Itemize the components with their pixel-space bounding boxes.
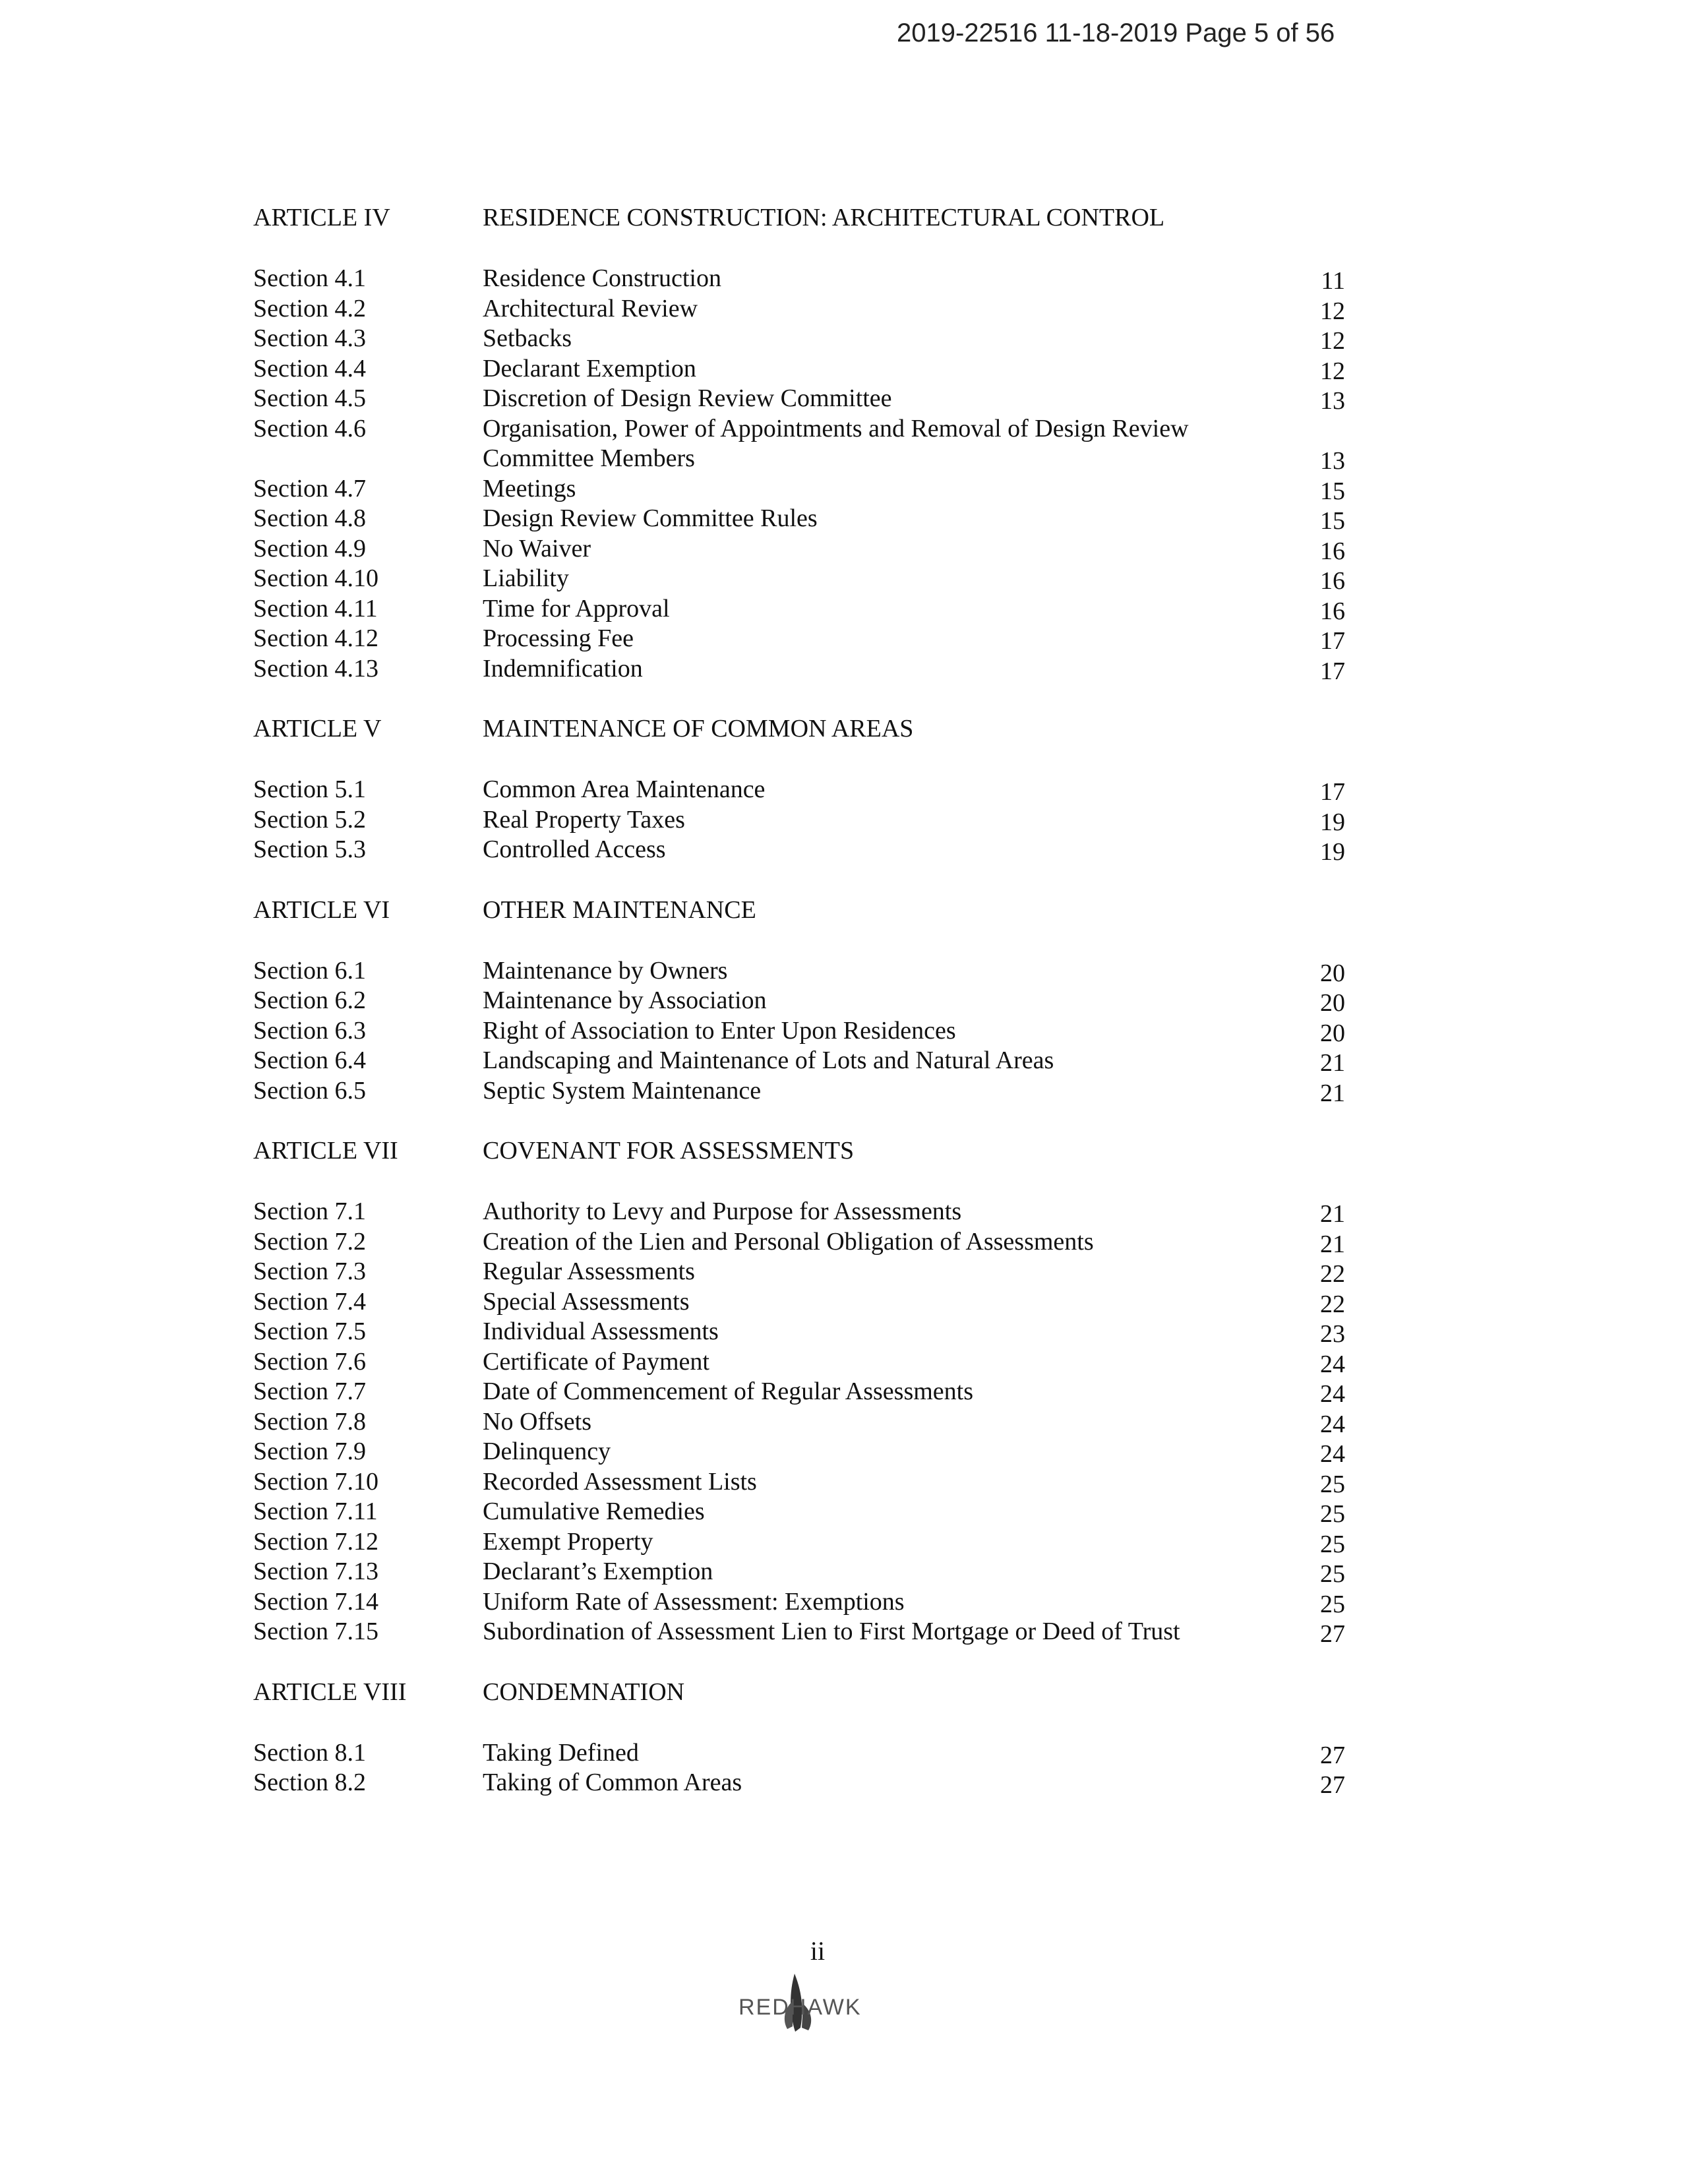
section-page-number: 12 [1320, 357, 1345, 385]
toc-entry [253, 1527, 1361, 1558]
section-label: Section 4.12 [253, 624, 378, 652]
section-title: Delinquency [483, 1438, 611, 1465]
section-label: Section 6.2 [253, 986, 366, 1014]
section-list [253, 264, 1361, 684]
section-page-number: 25 [1320, 1560, 1345, 1588]
section-title: Residence Construction [483, 264, 721, 292]
section-title: Individual Assessments [483, 1318, 719, 1345]
article-title: CONDEMNATION [483, 1678, 685, 1706]
section-label: Section 4.2 [253, 294, 366, 322]
section-page-number: 17 [1320, 778, 1345, 806]
section-label: Section 7.10 [253, 1467, 378, 1496]
toc-entry [253, 1407, 1361, 1438]
section-title: Indemnification [483, 654, 643, 682]
section-page-number: 24 [1320, 1380, 1345, 1408]
section-label: Section 7.11 [253, 1498, 378, 1525]
toc-entry [253, 474, 1361, 504]
toc-entry [253, 835, 1361, 865]
section-label: Section 7.5 [253, 1318, 366, 1345]
section-label: Section 7.6 [253, 1347, 366, 1376]
section-label: Section 4.10 [253, 564, 378, 592]
section-page-number: 19 [1320, 808, 1345, 836]
toc-entry [253, 1046, 1361, 1076]
toc-entry [253, 294, 1361, 324]
toc-entry [253, 775, 1361, 805]
section-title: Maintenance by Association [483, 986, 767, 1014]
toc-entry [253, 624, 1361, 654]
section-title: Declarant Exemption [483, 354, 696, 382]
section-page-number: 17 [1320, 657, 1345, 685]
section-title: Subordination of Assessment Lien to First Mortgage or Deed of Trust [483, 1618, 1180, 1645]
section-page-number: 20 [1320, 959, 1345, 987]
toc-entry [253, 805, 1361, 835]
section-title: Taking Defined [483, 1738, 639, 1767]
section-title: Common Area Maintenance [483, 775, 766, 803]
section-page-number: 25 [1320, 1530, 1345, 1558]
article-label: ARTICLE V [253, 715, 382, 743]
section-title: Discretion of Design Review Committee [483, 384, 892, 412]
section-title: Processing Fee [483, 624, 634, 652]
section-title: Regular Assessments [483, 1258, 695, 1285]
section-title: Design Review Committee Rules [483, 504, 818, 532]
toc-entry [253, 534, 1361, 564]
section-title: Recorded Assessment Lists [483, 1467, 757, 1496]
section-page-number: 21 [1320, 1230, 1345, 1258]
section-label: Section 6.1 [253, 956, 366, 985]
section-label: Section 7.1 [253, 1198, 366, 1225]
article-title: COVENANT FOR ASSESSMENTS [483, 1137, 855, 1165]
toc-entry [253, 1467, 1361, 1498]
section-title: Cumulative Remedies [483, 1498, 705, 1525]
toc-entry [253, 1587, 1361, 1618]
section-title: Controlled Access [483, 835, 666, 863]
toc-entry [253, 1617, 1361, 1647]
section-label: Section 7.4 [253, 1287, 366, 1316]
section-label: Section 6.3 [253, 1016, 366, 1045]
section-label: Section 4.11 [253, 594, 378, 622]
toc-entry [253, 654, 1361, 684]
toc-entry [253, 564, 1361, 594]
section-page-number: 16 [1320, 567, 1345, 595]
logo-text: REDHAWK [738, 1995, 862, 2020]
recording-stamp: 2019-22516 11-18-2019 Page 5 of 56 [897, 18, 1335, 47]
section-page-number: 21 [1320, 1200, 1345, 1228]
article-label: ARTICLE VIII [253, 1678, 407, 1706]
article-heading [253, 714, 1361, 744]
section-label: Section 4.8 [253, 504, 366, 532]
section-label: Section 5.2 [253, 805, 366, 834]
section-page-number: 19 [1320, 838, 1345, 866]
toc-entry [253, 384, 1361, 414]
toc-entry [253, 324, 1361, 354]
table-of-contents [253, 203, 1361, 1829]
article-heading [253, 895, 1361, 926]
section-title: Meetings [483, 474, 576, 502]
toc-entry [253, 956, 1361, 986]
section-page-number: 25 [1320, 1470, 1345, 1498]
article-label: ARTICLE IV [253, 204, 390, 231]
section-page-number: 17 [1320, 627, 1345, 655]
section-page-number: 21 [1320, 1079, 1345, 1107]
toc-entry [253, 1377, 1361, 1407]
section-page-number: 20 [1320, 989, 1345, 1017]
section-label: Section 5.1 [253, 775, 366, 803]
article-heading [253, 1678, 1361, 1708]
redhawk-logo [732, 1968, 903, 2041]
section-page-number: 27 [1320, 1741, 1345, 1769]
section-label: Section 4.3 [253, 324, 366, 352]
section-title: No Offsets [483, 1407, 592, 1436]
toc-entry [253, 1076, 1361, 1107]
section-page-number: 21 [1320, 1049, 1345, 1077]
toc-entry [253, 986, 1361, 1016]
section-title: Exempt Property [483, 1527, 653, 1556]
toc-entry [253, 1016, 1361, 1046]
toc-entry [253, 414, 1361, 474]
section-page-number: 15 [1320, 477, 1345, 505]
section-title: Setbacks [483, 324, 572, 352]
article-title: MAINTENANCE OF COMMON AREAS [483, 715, 914, 743]
section-label: Section 7.3 [253, 1258, 366, 1285]
section-page-number: 24 [1320, 1410, 1345, 1438]
section-label: Section 4.6 [253, 414, 366, 442]
toc-entry [253, 1557, 1361, 1587]
article-title: OTHER MAINTENANCE [483, 895, 756, 924]
section-page-number: 20 [1320, 1019, 1345, 1047]
article-heading [253, 203, 1361, 233]
section-page-number: 12 [1320, 327, 1345, 355]
section-title: Septic System Maintenance [483, 1076, 762, 1105]
section-label: Section 7.12 [253, 1527, 378, 1556]
section-title: Special Assessments [483, 1287, 690, 1316]
section-label: Section 7.7 [253, 1378, 366, 1405]
section-page-number: 12 [1320, 297, 1345, 325]
toc-entry [253, 1738, 1361, 1769]
section-title: No Waiver [483, 534, 591, 562]
section-list [253, 1738, 1361, 1798]
page-number: ii [810, 1936, 826, 1966]
section-title: Declarant’s Exemption [483, 1558, 713, 1585]
section-title: Creation of the Lien and Personal Obligation of Assessments [483, 1227, 1094, 1256]
section-page-number: 16 [1320, 597, 1345, 625]
toc-entry [253, 1437, 1361, 1467]
section-list [253, 775, 1361, 865]
section-label: Section 4.9 [253, 534, 366, 562]
section-page-number: 25 [1320, 1590, 1345, 1618]
section-label: Section 7.13 [253, 1558, 378, 1585]
section-label: Section 7.15 [253, 1618, 378, 1645]
toc-entry [253, 1317, 1361, 1347]
section-page-number: 13 [1320, 447, 1345, 475]
article-label: ARTICLE VI [253, 895, 390, 924]
section-label: Section 4.5 [253, 384, 366, 412]
section-label: Section 5.3 [253, 835, 366, 863]
section-label: Section 4.1 [253, 264, 366, 292]
section-list [253, 1197, 1361, 1647]
section-title: Uniform Rate of Assessment: Exemptions [483, 1587, 905, 1616]
section-page-number: 11 [1321, 267, 1345, 295]
toc-entry [253, 354, 1361, 384]
section-page-number: 13 [1320, 387, 1345, 415]
toc-entry [253, 1257, 1361, 1287]
section-page-number: 24 [1320, 1440, 1345, 1468]
section-label: Section 7.8 [253, 1407, 366, 1436]
section-title: Certificate of Payment [483, 1347, 709, 1376]
section-title: Liability [483, 564, 569, 592]
section-page-number: 27 [1320, 1771, 1345, 1799]
section-label: Section 7.9 [253, 1438, 366, 1465]
toc-entry [253, 504, 1361, 534]
section-label: Section 4.13 [253, 654, 378, 682]
toc-entry [253, 1227, 1361, 1258]
section-page-number: 23 [1320, 1320, 1345, 1348]
section-title: Organisation, Power of Appointments and Removal of Design Review Committee Members [483, 414, 1189, 472]
toc-entry [253, 264, 1361, 294]
toc-entry [253, 594, 1361, 624]
section-list [253, 956, 1361, 1107]
toc-entry [253, 1497, 1361, 1527]
section-title: Taking of Common Areas [483, 1769, 742, 1796]
section-label: Section 4.7 [253, 474, 366, 502]
section-page-number: 22 [1320, 1260, 1345, 1288]
section-page-number: 22 [1320, 1290, 1345, 1318]
section-title: Date of Commencement of Regular Assessments [483, 1378, 974, 1405]
section-label: Section 6.4 [253, 1046, 366, 1074]
section-title: Right of Association to Enter Upon Residences [483, 1016, 956, 1045]
toc-entry [253, 1197, 1361, 1227]
section-label: Section 7.2 [253, 1227, 366, 1256]
section-title: Authority to Levy and Purpose for Assessments [483, 1198, 962, 1225]
toc-entry [253, 1768, 1361, 1798]
article-heading [253, 1136, 1361, 1167]
section-label: Section 8.1 [253, 1738, 366, 1767]
article-title: RESIDENCE CONSTRUCTION: ARCHITECTURAL CONTROL [483, 204, 1165, 231]
toc-entry [253, 1287, 1361, 1318]
section-label: Section 4.4 [253, 354, 366, 382]
article-label: ARTICLE VII [253, 1137, 398, 1165]
toc-entry [253, 1347, 1361, 1378]
section-title: Real Property Taxes [483, 805, 685, 834]
section-label: Section 6.5 [253, 1076, 366, 1105]
section-page-number: 15 [1320, 507, 1345, 535]
section-title: Maintenance by Owners [483, 956, 728, 985]
section-page-number: 16 [1320, 537, 1345, 565]
section-title: Landscaping and Maintenance of Lots and Natural Areas [483, 1046, 1054, 1074]
section-page-number: 24 [1320, 1350, 1345, 1378]
section-label: Section 8.2 [253, 1769, 366, 1796]
section-label: Section 7.14 [253, 1587, 378, 1616]
section-title: Architectural Review [483, 294, 698, 322]
section-page-number: 27 [1320, 1620, 1345, 1648]
section-title: Time for Approval [483, 594, 670, 622]
section-page-number: 25 [1320, 1500, 1345, 1528]
